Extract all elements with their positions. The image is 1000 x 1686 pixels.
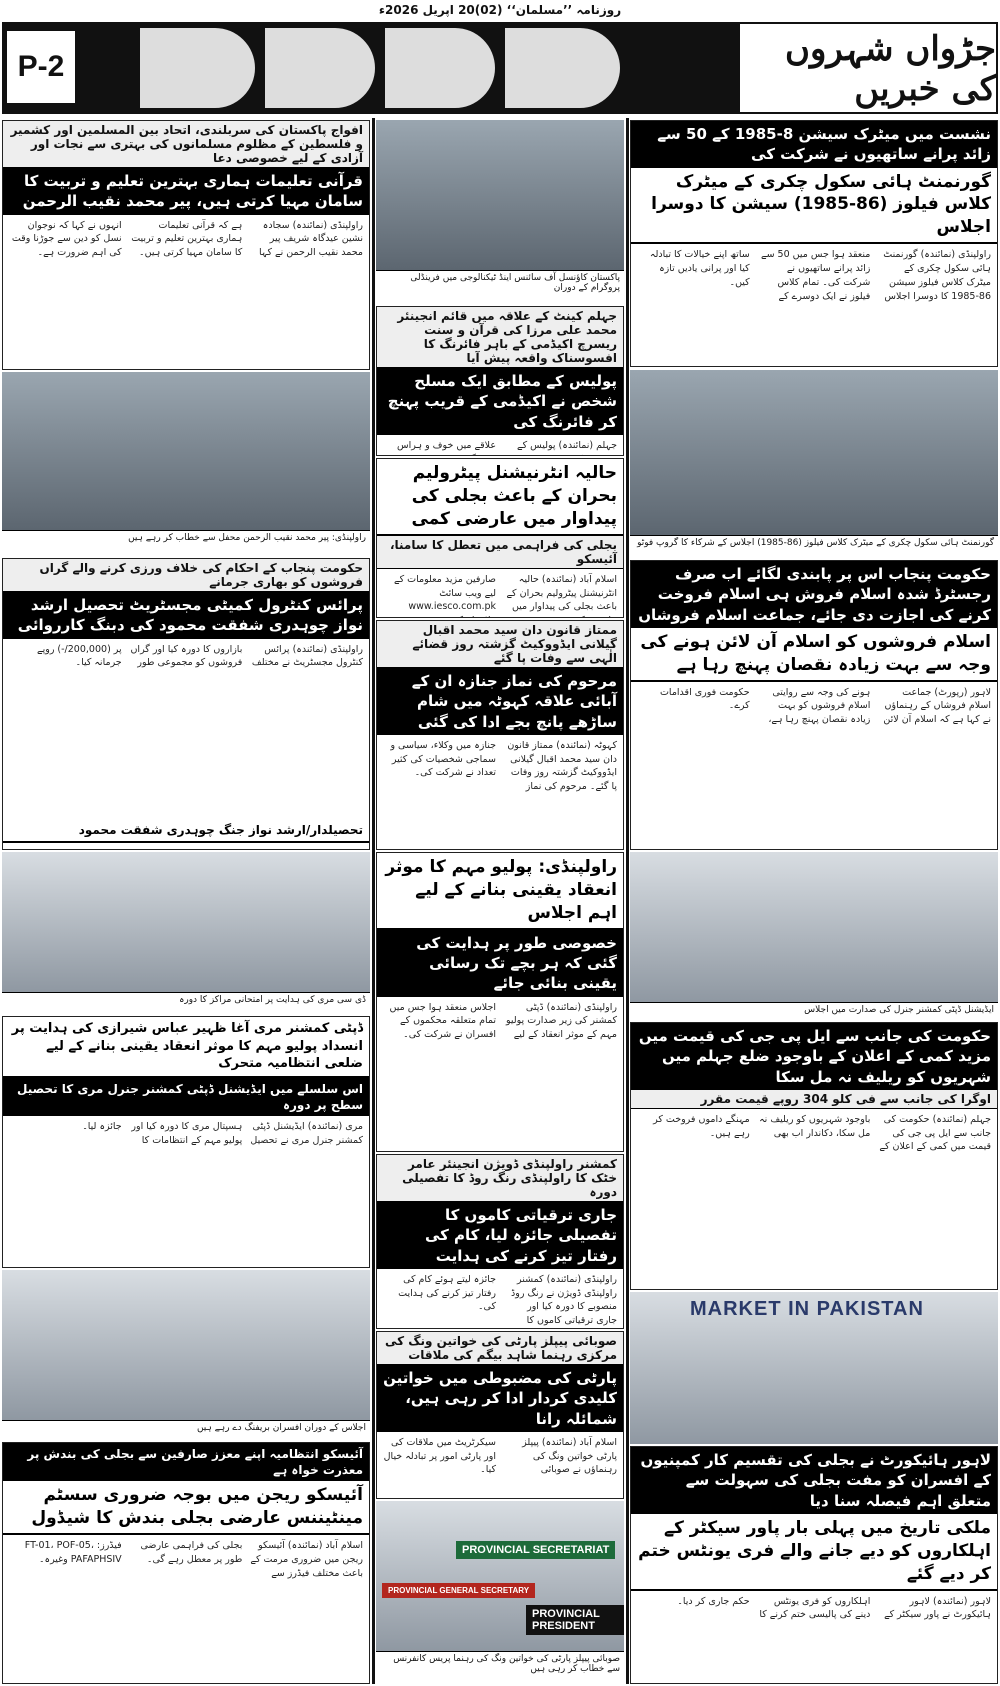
- story-headline: آئیسکو ریجن میں بوجہ ضروری سسٹم مینٹیننس عارضی بجلی بندش کا شیڈول: [3, 1481, 369, 1535]
- gathering-photo: [2, 372, 370, 530]
- story-body: جہلم (نمائندہ) پولیس کے علاقے میں خوف و ہراس: [397, 439, 617, 451]
- tower-photo: [265, 28, 375, 108]
- story-free-units: [630, 1446, 998, 1684]
- story-ring-road: [376, 1154, 624, 1329]
- story-headline: کمشنر راولپنڈی ڈویژن انجینئر عامر خٹک کا راولپنڈی رنگ روڈ کا تفصیلی دورہ: [377, 1155, 623, 1202]
- alumni-group-photo: [630, 370, 998, 535]
- story-subhead: تحصیلدار/ارشد نواز جنگ چوہدری شفقت محمود: [3, 819, 369, 843]
- story-kicker: خصوصی طور پر ہدایت کی گئی کہ ہر بچے تک رسائی یقینی بنائی جائے: [377, 930, 623, 997]
- column-rule-right: [626, 118, 629, 1684]
- story-headline: قرآنی تعلیمات ہماری بہترین تعلیم و تربیت کا سامان مہیا کرتی ہیں، پیر محمد نقیب الرحمن: [3, 168, 369, 215]
- photo-caption: راولپنڈی: پیر محمد نقیب الرحمن محفل سے خطاب کر رہے ہیں: [2, 530, 370, 556]
- story-iesco-shutdown: [2, 1442, 370, 1684]
- press-banner: MARKET IN PAKISTAN: [690, 1298, 924, 1320]
- photo-caption: گورنمنٹ ہائی سکول چکری کے میٹرک کلاس فیلوز (86-1985) اجلاس کے شرکاء کا گروپ فوٹو: [630, 535, 998, 557]
- story-headline: ڈپٹی کمشنر مری آغا ظہیر عباس شیرازی کی ہدایت پر انسداد پولیو مہم کا موثر انعقاد یقینی بنانے کے لیے ضلعی انتظامیہ متحرک: [3, 1017, 369, 1078]
- story-ppp-women: [376, 1331, 624, 1499]
- story-headline: اسلام فروشوں کو اسلام آن لائن ہونے کی وجہ سے بہت زیادہ نقصان پہنچ رہا ہے: [631, 628, 997, 682]
- story-firing: [376, 306, 624, 456]
- story-kicker: اس سلسلے میں ایڈیشنل ڈپٹی کمشنر جنرل مری کا تحصیل سطح پر دورہ: [3, 1078, 369, 1116]
- story-body: جہلم (نمائندہ) حکومت کی جانب سے ایل پی جی کی قیمت میں کمی کے اعلان کے باوجود شہریوں کو ریلیف نہ مل سکا، دکاندار اب بھی مہنگے داموں فروخت کر رہے ہیں۔: [653, 1113, 991, 1153]
- ppp-poster-photo: [376, 1501, 624, 1651]
- story-headline: راولپنڈی: پولیو مہم کا موثر انعقاد یقینی بنانے کے لیے اہم اجلاس: [377, 853, 623, 930]
- story-kicker: افواج پاکستان کی سربلندی، اتحاد بین المسلمین اور کشمیر و فلسطین کے مظلوم مسلمانوں کی بہتری سے نجات اور آزادی کے لیے خصوصی دعا: [3, 121, 369, 168]
- story-headline: پرائس کنٹرول کمیٹی مجسٹریٹ تحصیل ارشد نواز چوہدری شفقت محمود کی دبنگ کارروائی: [3, 592, 369, 639]
- story-body: راولپنڈی (نمائندہ) گورنمنٹ ہائی سکول چکری کے میٹرک کلاس فیلوز سیشن 86-1985 کا دوسرا اجلاس منعقد ہوا جس میں 50 سے زائد پرانے ساتھیوں نے شرکت کی۔ تمام کلاس فیلوز نے ایک دوسرے کے ساتھ اپنے خیالات کا تبادلہ کیا اور پرانی یادیں تازہ کیں۔: [649, 249, 991, 302]
- story-petroleum: [376, 458, 624, 618]
- story-kicker: حکومت پنجاب کے احکام کی خلاف ورزی کرنے والے گراں فروشوں کو بھاری جرمانے: [3, 559, 369, 592]
- story-alumni: [630, 120, 998, 367]
- story-islam-online: [630, 560, 998, 850]
- story-kicker: آئیسکو انتظامیہ اپنے معزز صارفین سے بجلی کی بندش پر معذرت خواہ ہے: [3, 1443, 369, 1481]
- masthead-date: روزنامہ ’’مسلمان‘‘ (02)20 اپریل 2026ء: [378, 3, 622, 17]
- photo-caption: پاکستان کاؤنسل آف سائنس اینڈ ٹیکنالوجی میں فرینڈلی پروگرام کے دوران: [376, 270, 624, 304]
- story-body: اسلام آباد (نمائندہ) آئیسکو ریجن میں ضروری مرمت کے باعث مختلف فیڈرز سے بجلی کی فراہمی عارضی طور پر معطل رہے گی۔ فیڈرز: FT-01، POF-05، PAFAPHSIV وغیرہ۔: [24, 1540, 363, 1579]
- story-kicker: جہلم کینٹ کے علاقہ میں قائم انجینئر محمد علی مرزا کی قرآن و سنت ریسرچ اکیڈمی کے باہر فائرنگ کا افسوسناک واقعہ پیش آیا: [377, 307, 623, 368]
- story-headline: حکومت کی جانب سے ایل پی جی کی قیمت میں مزید کمی کے اعلان کے باوجود ضلع جہلم میں شہریوں کو ریلیف نہ مل سکا: [631, 1023, 997, 1090]
- group-photo-top: [376, 120, 624, 270]
- meeting-photo-left: [2, 1270, 370, 1420]
- story-murree-polio: [2, 1016, 370, 1268]
- story-body: مری (نمائندہ) ایڈیشنل ڈپٹی کمشنر جنرل مری نے تحصیل ہسپتال مری کا دورہ کیا اور پولیو مہم کے انتظامات کا جائزہ لیا۔: [82, 1121, 363, 1146]
- story-kicker: حکومت پنجاب اس پر پابندی لگائے اب صرف رجسٹرڈ شدہ اسلام فروش ہی اسلام فروخت کرنے کی اجازت دی جائے، جماعت اسلام فروشاں: [631, 561, 997, 628]
- meeting-photo-right: [630, 852, 998, 1002]
- story-body: اسلام آباد (نمائندہ) حالیہ انٹرنیشنل پیٹرولیم بحران کے باعث بجلی کی پیداوار میں صارفین مزید معلومات کے لیے ویب سائٹ www.iesco.com.pk: [394, 573, 617, 613]
- column-rule-left: [372, 118, 375, 1684]
- section-title: جڑواں شہروں کی خبریں: [740, 24, 996, 112]
- story-body: راولپنڈی (نمائندہ) پرائس کنٹرول مجسٹریٹ نے مختلف بازاروں کا دورہ کیا اور گراں فروشوں کو مجموعی طور پر (200,000/-) روپے جرمانہ کیا۔: [37, 643, 363, 669]
- photo-caption: ڈی سی مری کی ہدایت پر امتحانی مراکز کا دورہ: [2, 992, 370, 1014]
- page-number-badge: P-2: [4, 28, 78, 106]
- story-body: کہوٹہ (نمائندہ) ممتاز قانون دان سید محمد اقبال گیلانی ایڈووکیٹ گزشتہ روز وفات پا گئے۔ مرحوم کی نماز جنازہ میں وکلاء، سیاسی و سماجی شخصیات کی کثیر تعداد نے شرکت کی۔: [390, 739, 617, 793]
- story-body: اسلام آباد (نمائندہ) پیپلز پارٹی خواتین ونگ کی رہنماؤں نے صوبائی سیکرٹریٹ میں ملاقات کی اور پارٹی امور پر تبادلہ خیال کیا۔: [383, 1436, 617, 1476]
- story-kicker: نشست میں میٹرک سیشن 8-1985 کے 50 سے زائد پرانے ساتھیوں نے شرکت کی: [631, 121, 997, 168]
- story-body: لاہور (رپورٹ) جماعت اسلام فروشاں کے رہنماؤں نے کہا ہے کہ اسلام آن لائن ہونے کی وجہ سے روایتی اسلام فروشوں کو بہت زیادہ نقصان پہنچ رہا ہے، حکومت فوری اقدامات کرے۔: [659, 686, 991, 726]
- poster-tag: PROVINCIAL SECRETARIAT: [456, 1541, 615, 1559]
- story-headline: مرحوم کی نماز جنازہ ان کے آبائی علاقہ کہوٹہ میں شام ساڑھے پانچ بجے ادا کی گئی: [377, 668, 623, 735]
- story-body: لاہور (نمائندہ) لاہور ہائیکورٹ نے پاور سیکٹر کے اہلکاروں کو فری یونٹس دینے کی پالیسی ختم کرنے کا حکم جاری کر دیا۔: [677, 1595, 991, 1621]
- story-kicker: لاہور ہائیکورٹ نے بجلی کی تقسیم کار کمپنیوں کے افسران کو مفت بجلی کی سہولت سے متعلق اہم فیصلہ سنا دیا: [631, 1447, 997, 1514]
- skyline-photo: [140, 28, 255, 108]
- photo-caption: اجلاس کے دوران افسران بریفنگ دے رہے ہیں: [2, 1420, 370, 1440]
- story-body: راولپنڈی (نمائندہ) ڈپٹی کمشنر کی زیر صدارت پولیو مہم کے موثر انعقاد کے لیے اجلاس منعقد ہوا جس میں تمام متعلقہ محکموں کے افسران نے شرکت کی۔: [389, 1001, 617, 1041]
- story-obituary: [376, 620, 624, 850]
- story-price-control: [2, 558, 370, 850]
- story-kicker: پارٹی کی مضبوطی میں خواتین کلیدی کردار ادا کر رہی ہیں، شمائلہ رانا: [377, 1365, 623, 1432]
- story-headline: گورنمنٹ ہائی سکول چکری کے میٹرک کلاس فیلوز (86-1985) سیشن کا دوسرا اجلاس: [631, 168, 997, 245]
- story-headline: ملکی تاریخ میں پہلی بار پاور سیکٹر کے اہلکاروں کو دیے جانے والے فری یونٹس ختم کر دیے گئے: [631, 1514, 997, 1591]
- story-headline: صوبائی پیپلز پارٹی کی خواتین ونگ کی مرکزی رہنما شاہد بیگم کی ملاقات: [377, 1332, 623, 1365]
- photo-caption: ایڈیشنل ڈپٹی کمشنر جنرل کی صدارت میں اجلاس: [630, 1002, 998, 1020]
- story-body: راولپنڈی (نمائندہ) سجادہ نشین عیدگاہ شریف پیر محمد نقیب الرحمن نے کہا ہے کہ قرآنی تعلیمات ہماری بہترین تعلیم و تربیت کا سامان مہیا کرتی ہیں۔ انہوں نے کہا کہ نوجوان نسل کو دین سے جوڑنا وقت کی اہم ضرورت ہے۔: [11, 219, 363, 259]
- mosque-photo: [385, 28, 495, 108]
- story-headline: پولیس کے مطابق ایک مسلح شخص نے اکیڈمی کے قریب پہنچ کر فائرنگ کی: [377, 368, 623, 435]
- poster-tag: PROVINCIAL PRESIDENT: [526, 1605, 624, 1635]
- story-quran-teachings: [2, 120, 370, 370]
- story-lpg: [630, 1022, 998, 1290]
- monument-photo: [505, 28, 620, 108]
- exam-photo: [2, 852, 370, 992]
- story-kicker: بجلی کی فراہمی میں تعطل کا سامنا، آئیسکو: [377, 536, 623, 569]
- story-body: راولپنڈی (نمائندہ) کمشنر راولپنڈی ڈویژن نے رنگ روڈ منصوبے کا دورہ کیا اور جاری ترقیاتی کاموں کا جائزہ لیتے ہوئے کام کی رفتار تیز کرنے کی ہدایت کی۔: [398, 1273, 617, 1327]
- press-conference-photo: [630, 1292, 998, 1444]
- story-headline: حالیہ انٹرنیشنل پیٹرولیم بحران کے باعث بجلی کی پیداوار میں عارضی کمی: [377, 459, 623, 536]
- poster-tag: PROVINCIAL GENERAL SECRETARY: [382, 1583, 535, 1598]
- story-kicker: ممتاز قانون دان سید محمد اقبال گیلانی ایڈووکیٹ گزشتہ روز قضائے الٰہی سے وفات پا گئے: [377, 621, 623, 668]
- photo-caption: صوبائی پیپلز پارٹی کی خواتین ونگ کی رہنما پریس کانفرنس سے خطاب کر رہی ہیں: [376, 1651, 624, 1684]
- story-kicker: اوگرا کی جانب سے فی کلو 304 روپے قیمت مقرر: [631, 1090, 997, 1109]
- story-polio-meeting: [376, 852, 624, 1152]
- story-kicker: جاری ترقیاتی کاموں کا تفصیلی جائزہ لیا، کام کی رفتار تیز کرنے کی ہدایت: [377, 1202, 623, 1269]
